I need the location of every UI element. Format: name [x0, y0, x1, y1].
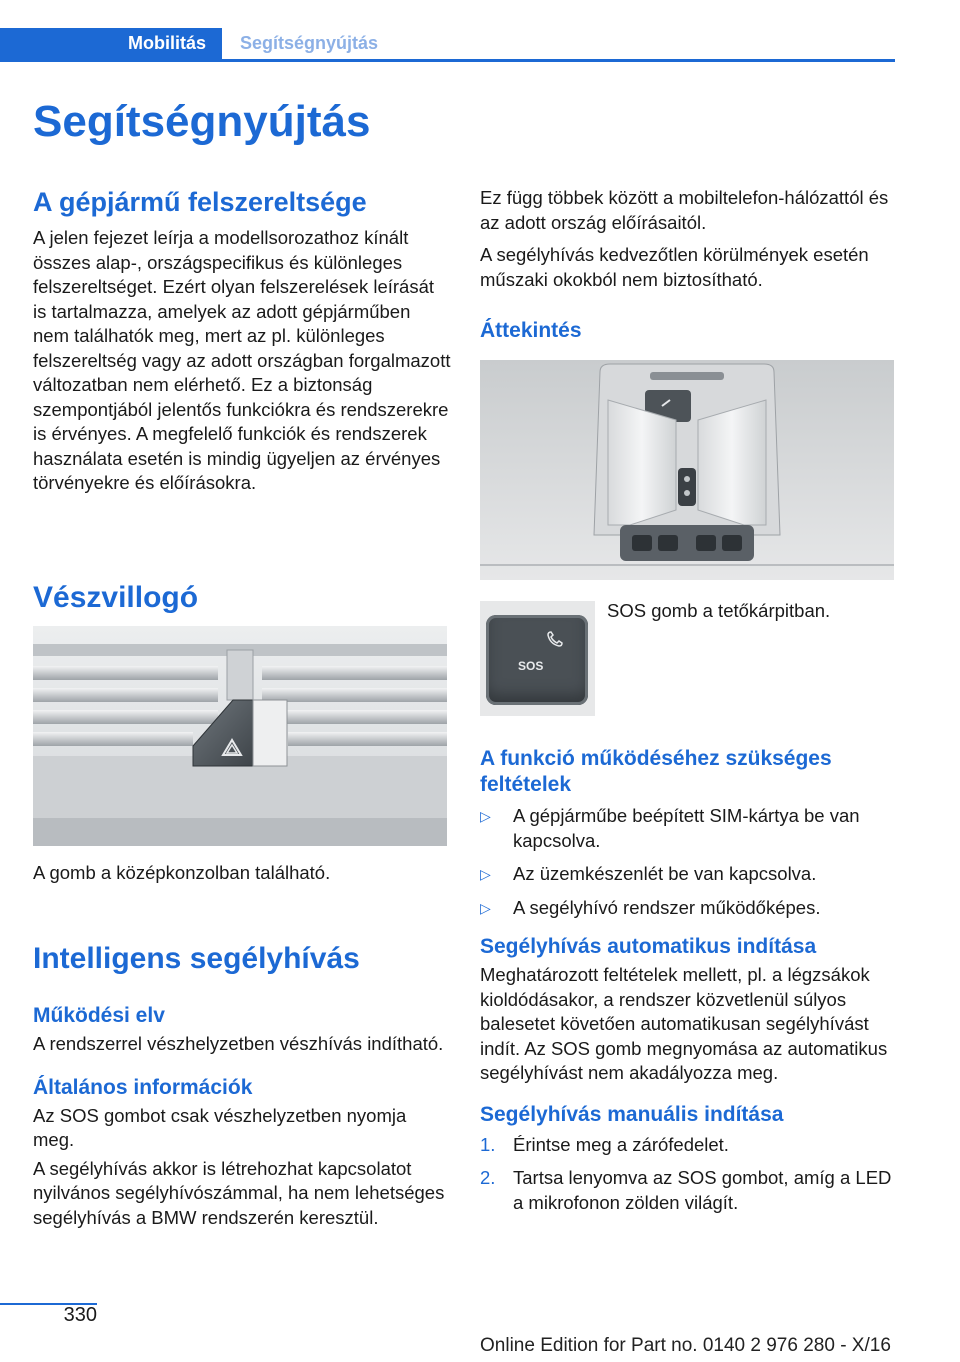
page-title: Segítségnyújtás: [33, 97, 371, 146]
tab-mobility[interactable]: [0, 28, 222, 59]
roof-console-image: [480, 360, 894, 580]
header-rule: [0, 59, 895, 62]
sos-label: SOS: [518, 659, 544, 673]
requirements-list: [480, 804, 894, 920]
tab-assistance[interactable]: [240, 28, 378, 59]
overview-heading: Áttekintés: [480, 319, 582, 342]
general-text-2: A segélyhívás akkor is létrehozhat kapcsolatot nyilvános segélyhívószámmal, ha nem lehetséges segélyhívás a BMW rendszerén keresztül.: [33, 1157, 445, 1228]
list-item: ▷ A gépjárműbe beépített SIM-kártya be van kapcsolva.: [480, 805, 860, 851]
hazard-heading: Vészvillogó: [33, 581, 199, 614]
auto-text: Meghatározott feltételek mellett, pl. a légzsákok kioldódásakor, a rendszer közvetlenül súlyos balesetet követően automatikusan segélyhívást indít. Az SOS gomb megnyomása az automatikus segélyhívást nem akadályozza meg.: [480, 964, 888, 1083]
requirements-heading: A funkció működéséhez szükséges feltételek: [480, 747, 832, 796]
list-item: 2. Tartsa lenyomva az SOS gombot, amíg a LED a mikrofonon zölden világít.: [480, 1167, 892, 1213]
left-lower-column: [33, 1003, 451, 1230]
sos-button[interactable]: [486, 615, 588, 705]
bullet-icon: ▷: [480, 866, 491, 882]
equipment-heading: A gépjármű felszereltsége: [33, 187, 367, 217]
tab-mobility-label: Mobilitás: [127, 33, 206, 53]
page-number: 330: [63, 1304, 97, 1326]
hazard-button-image: [33, 626, 447, 846]
general-text-1: Az SOS gombot csak vészhelyzetben nyomja meg.: [33, 1104, 407, 1150]
auto-heading: Segélyhívás automatikus indítása: [480, 935, 817, 958]
sos-button-image: [480, 601, 595, 716]
bullet-icon: ▷: [480, 899, 491, 916]
equipment-text: A jelen fejezet leírja a modellsorozathoz kínált összes alap-, országspecifikus és különleges felszereltséget. Ezért olyan felszerelések leírását is tartalmazza, amelyek az adott gépjárműben nem találhatók meg, mert az pl. különleges felszereltség vagy az adott országban forgalmazott változatban nem elérhető. Ez a biztonság szempontjából jelentős funkciókra és rendszerekre is érvényes. A megfelelő funkciók és rendszerek használata esetén is mindig ügyeljen az érvényes törvényekre és előírásokra.: [33, 227, 451, 493]
list-item: ▷ Az üzemkészenlét be van kapcsolva.: [480, 862, 894, 887]
edition-footer: Online Edition for Part no. 0140 2 976 280 - X/16: [480, 1335, 891, 1356]
general-heading: Általános információk: [33, 1075, 253, 1099]
sos-caption: SOS gomb a tetőkárpitban.: [607, 600, 831, 621]
right-text-1: Ez függ többek között a mobiltelefon-hálózattól és az adott ország előírásaitól.: [480, 187, 889, 233]
principle-text: A rendszerrel vészhelyzetben vészhívás indítható.: [33, 1033, 444, 1054]
list-item: ▷ A segélyhívó rendszer működőképes.: [480, 896, 894, 921]
bullet-icon: ▷: [480, 808, 491, 824]
principle-heading: Működési elv: [33, 1004, 165, 1027]
right-text-2: A segélyhívás kedvezőtlen körülmények esetén műszaki okokból nem biztosítható.: [480, 244, 869, 290]
left-column: [33, 186, 451, 496]
hazard-caption: A gomb a középkonzolban található.: [33, 862, 331, 883]
tab-assistance-label: Segítségnyújtás: [240, 33, 379, 53]
chapter-header: [0, 28, 895, 62]
intelligent-heading: Intelligens segélyhívás: [33, 942, 360, 975]
phone-handset-icon: [544, 629, 566, 651]
manual-heading: Segélyhívás manuális indítása: [480, 1102, 784, 1126]
right-upper-column: [480, 186, 894, 292]
right-lower-column: [480, 746, 894, 1224]
list-item: 1. Érintse meg a zárófedelet.: [480, 1133, 729, 1155]
manual-steps: [480, 1133, 894, 1216]
